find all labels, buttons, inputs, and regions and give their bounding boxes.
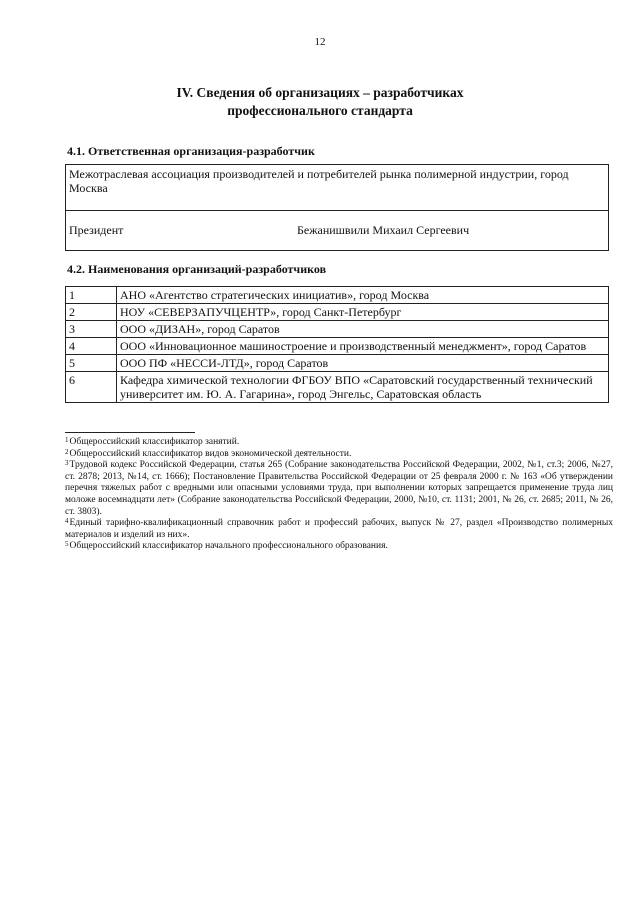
row-number: 3 bbox=[66, 321, 117, 338]
table-row bbox=[66, 372, 609, 403]
table-row bbox=[66, 287, 609, 304]
footnote-mark: 1 bbox=[65, 436, 69, 444]
organization-name: ООО ПФ «НЕССИ-ЛТД», город Саратов bbox=[117, 355, 609, 372]
section-title-line-1: IV. Сведения об организациях – разработчиках bbox=[176, 85, 464, 100]
footnote bbox=[65, 460, 613, 518]
footnote-text: Общероссийский классификатор видов экономической деятельности. bbox=[69, 448, 352, 459]
developers-heading: 4.2. Наименования организаций-разработчиков bbox=[67, 262, 327, 276]
responsible-org-name: Межотраслевая ассоциация производителей и потребителей рынка полимерной индустрии, город Москва bbox=[66, 165, 609, 211]
row-number: 5 bbox=[66, 355, 117, 372]
footnote-mark: 5 bbox=[65, 540, 69, 549]
row-number: 6 bbox=[66, 372, 117, 403]
footnote-divider bbox=[65, 432, 195, 433]
responsible-org-table bbox=[65, 164, 609, 251]
organization-name: ООО «ДИЗАН», город Саратов bbox=[117, 321, 609, 338]
section-title bbox=[60, 84, 580, 120]
footnote-text: Трудовой кодекс Российской Федерации, статья 265 (Собрание законодательства Российской Федерации, 2002, №1, ст.3; 2006, №27, ст. 2878; 2013, №14, ст. 1666); Постановление Правительства Российской Федерации от 25 февраля 2000 г. № 163 «Об утверждении перечня тяжелых работ с вредными или опасными условиями труда, при выполнении которых запрещается применение труда лиц моложе восемнадцати лет» (Собрание законодательства Российской Федерации, 2000, №10, ст. 1131; 2001, № 26, ст. 2685; 2011, № 26, ст. 3803). bbox=[65, 460, 613, 517]
footnote-mark: 3 bbox=[65, 459, 69, 468]
footnote bbox=[65, 518, 613, 541]
footnote-text: Единый тарифно-квалификационный справочник работ и профессий рабочих, выпуск № 27, раздел «Производство полимерных материалов и изделий из них». bbox=[65, 518, 613, 540]
developers-table bbox=[65, 286, 609, 403]
table-row bbox=[66, 304, 609, 321]
organization-name: ООО «Инновационное машиностроение и производственный менеджмент», город Саратов bbox=[117, 338, 609, 355]
responsible-org-signatory bbox=[66, 211, 609, 251]
signatory-name: Бежанишвили Михаил Сергеевич bbox=[297, 223, 470, 237]
organization-name: НОУ «СЕВЕРЗАПУЧЦЕНТР», город Санкт-Петербург bbox=[117, 304, 609, 321]
table-row bbox=[66, 321, 609, 338]
responsible-org-heading: 4.1. Ответственная организация-разработчик bbox=[67, 144, 315, 158]
row-number: 2 bbox=[66, 304, 117, 321]
signatory-role: Президент bbox=[69, 223, 124, 237]
organization-name: АНО «Агентство стратегических инициатив», город Москва bbox=[117, 287, 609, 304]
footnote bbox=[65, 437, 613, 449]
row-number: 1 bbox=[66, 287, 117, 304]
footnote bbox=[65, 541, 613, 553]
footnote bbox=[65, 449, 613, 461]
footnotes bbox=[65, 437, 613, 553]
page-number: 12 bbox=[314, 36, 326, 48]
table-row bbox=[66, 355, 609, 372]
table-row bbox=[66, 338, 609, 355]
footnote-mark: 4 bbox=[65, 517, 69, 526]
row-number: 4 bbox=[66, 338, 117, 355]
footnote-mark: 2 bbox=[65, 447, 69, 456]
organization-name: Кафедра химической технологии ФГБОУ ВПО «Саратовский государственный технический университет им. Ю. А. Гагарина», город Энгельс, Саратовская область bbox=[117, 372, 609, 403]
footnote-text: Общероссийский классификатор занятий. bbox=[69, 437, 240, 447]
footnote-text: Общероссийский классификатор начального профессионального образования. bbox=[69, 541, 388, 552]
section-title-line-2: профессионального стандарта bbox=[227, 103, 413, 118]
